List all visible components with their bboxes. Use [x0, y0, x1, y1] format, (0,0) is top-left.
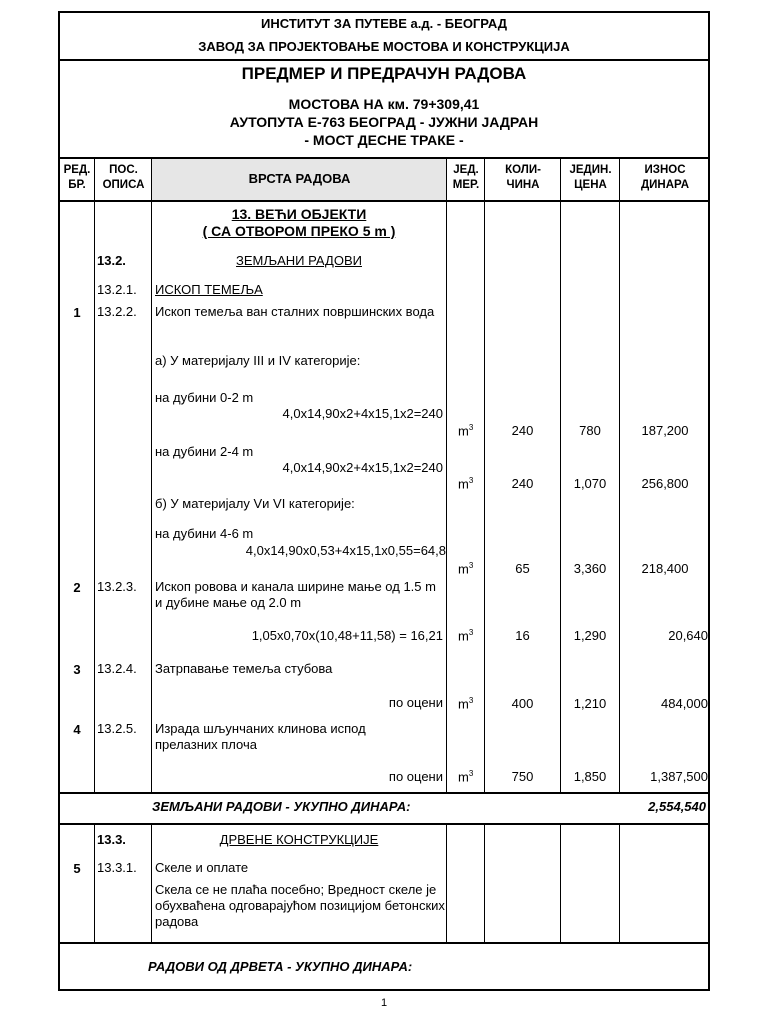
row-description: Затрпавање темеља стубова [155, 661, 333, 676]
col-kol: КОЛИ- ЧИНА [505, 164, 541, 191]
col-iznos: ИЗНОС ДИНАРА [640, 164, 690, 191]
grid-line [446, 159, 447, 200]
row-number: 3 [73, 662, 81, 677]
col-vrsta: ВРСТА РАДОВА [248, 171, 351, 186]
section-subtitle: ( СА ОТВОРОМ ПРЕКО 5 m ) [202, 223, 396, 239]
row-description: Скеле и оплате [155, 860, 249, 875]
divider [60, 200, 708, 202]
row-formula: 4,0x14,90x2+4x15,1x2=240 [282, 406, 443, 421]
col-cena: ЈЕДИН. ЦЕНА [569, 164, 612, 191]
unit-price: 1,850 [573, 769, 607, 784]
row-number: 4 [73, 722, 81, 737]
pos-13-2: 13.2. [97, 253, 126, 268]
amount: 187,200 [641, 423, 689, 438]
subsection-title: ДРВЕНЕ КОНСТРУКЦИЈЕ [219, 832, 379, 847]
pos-13-2-1: 13.2.1. [97, 282, 137, 297]
unit: $m^3$ [458, 696, 474, 712]
amount: 218,400 [641, 561, 689, 576]
page-number: 1 [380, 997, 388, 1009]
row-formula: 4,0x14,90x0,53+4x15,1x0,55=64,8 [245, 543, 446, 558]
row-formula: 4,0x14,90x2+4x15,1x2=240 [282, 460, 443, 475]
amount: 1,387,500 [650, 769, 708, 784]
row-position: 13.2.4. [97, 661, 137, 676]
unit-price: 1,210 [573, 696, 607, 711]
row-number: 1 [73, 305, 81, 320]
doc-subtitle-2: АУТОПУТА Е-763 БЕОГРАД - ЈУЖНИ ЈАДРАН [229, 114, 539, 130]
unit-price: 780 [579, 423, 601, 438]
grid-line [446, 202, 447, 792]
total-label: ЗЕМЉАНИ РАДОВИ - УКУПНО ДИНАРА: [152, 799, 411, 814]
row-number: 5 [73, 861, 81, 876]
col-red: РЕД. БР. [63, 164, 91, 191]
row-number: 2 [73, 580, 81, 595]
amount: 484,000 [661, 696, 708, 711]
quantity: 750 [511, 769, 534, 784]
row-depth: на дубини 2-4 m [155, 444, 254, 459]
subsection-title: ЗЕМЉАНИ РАДОВИ [236, 253, 362, 268]
doc-title: ПРЕДМЕР И ПРЕДРАЧУН РАДОВА [241, 64, 527, 83]
unit-price: 1,070 [573, 476, 607, 491]
grid-line [151, 159, 152, 200]
row-note: Скела се не плаћа посебно; Вредност скеле је обухваћена одговарајућом позицијом бетонских радова [155, 882, 445, 929]
total-value: 2,554,540 [648, 799, 706, 814]
row-depth: на дубини 4-6 m [155, 526, 254, 541]
row-position: 13.2.5. [97, 721, 137, 736]
divider [60, 59, 708, 61]
unit: $m^3$ [458, 628, 474, 644]
divider [60, 792, 708, 794]
row-formula: 1,05x0,70x(10,48+11,58) = 16,21 [251, 628, 443, 643]
amount: 20,640 [668, 628, 708, 643]
col-jed: ЈЕД. МЕР. [452, 164, 480, 191]
grid-line [484, 159, 485, 200]
section-title: 13. ВЕЋИ ОБЈЕКТИ [231, 206, 367, 222]
amount: 256,800 [641, 476, 689, 491]
row-depth: на дубини 0-2 m [155, 390, 254, 405]
row-subitem: б) У материјалу Vи VI категорије: [155, 496, 355, 511]
col-pos: ПОС. ОПИСА [102, 164, 145, 191]
pos-13-3: 13.3. [97, 832, 126, 847]
quantity: 240 [511, 423, 534, 438]
unit-price: 1,290 [573, 628, 607, 643]
quantity: 16 [515, 628, 530, 643]
unit: $m^3$ [458, 423, 474, 439]
row-position: 13.2.2. [97, 304, 137, 319]
grid-line [446, 825, 447, 942]
item-title: ИСКОП ТЕМЕЉА [155, 282, 263, 297]
unit: $m^3$ [458, 561, 474, 577]
grid-line [560, 159, 561, 200]
row-position: 13.3.1. [97, 860, 137, 875]
doc-subtitle-3: - МОСТ ДЕСНЕ ТРАКЕ - [304, 132, 464, 148]
row-description: Ископ темеља ван сталних површинских вода [155, 304, 435, 319]
grid-line [151, 202, 152, 792]
row-description: Ископ ровова и канала ширине мање од 1.5 m и дубине мање од 2.0 m [155, 579, 436, 610]
grid-line [94, 159, 95, 200]
row-subitem: а) У материјалу III и IV категорије: [155, 353, 361, 368]
divider [60, 823, 708, 825]
grid-line [619, 825, 620, 942]
grid-line [560, 825, 561, 942]
quantity: 240 [511, 476, 534, 491]
document-frame [58, 11, 710, 991]
grid-line [484, 825, 485, 942]
row-description: Израда шљунчаних клинова испод прелазних плоча [155, 721, 366, 752]
department-name: ЗАВОД ЗА ПРОЈЕКТОВАЊЕ МОСТОВА И КОНСТРУКЦИЈА [198, 39, 570, 54]
row-formula: по оцени [388, 769, 443, 784]
row-formula: по оцени [388, 695, 443, 710]
grid-line [94, 825, 95, 942]
unit: $m^3$ [458, 476, 474, 492]
unit-price: 3,360 [573, 561, 607, 576]
doc-subtitle-1: МОСТОВА НА км. 79+309,41 [288, 96, 480, 112]
row-position: 13.2.3. [97, 579, 137, 594]
quantity: 65 [515, 561, 530, 576]
grid-line [94, 202, 95, 792]
total-label: РАДОВИ ОД ДРВЕТА - УКУПНО ДИНАРА: [148, 959, 413, 974]
institute-name: ИНСТИТУТ ЗА ПУТЕВЕ а.д. - БЕОГРАД [261, 16, 507, 31]
quantity: 400 [511, 696, 534, 711]
unit: $m^3$ [458, 769, 474, 785]
grid-line [619, 159, 620, 200]
divider [60, 942, 708, 944]
